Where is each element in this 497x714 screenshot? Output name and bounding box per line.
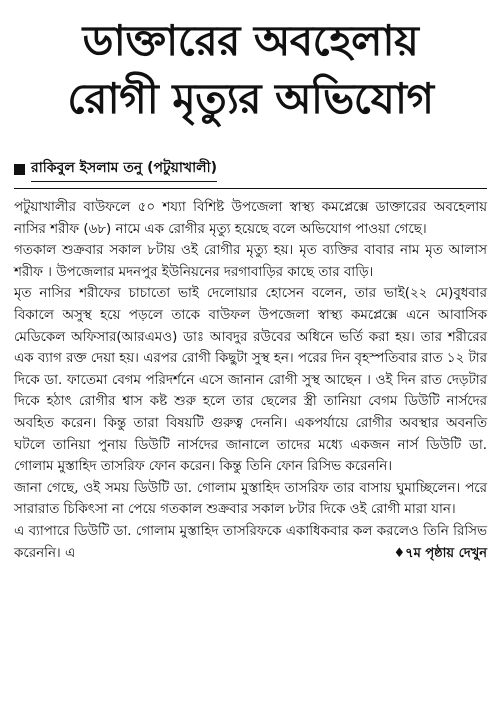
paragraph-2: গতকাল শুক্রবার সকাল ৮টায় ওই রোগীর মৃত্যু হয়। মৃত ব্যক্তির বাবার নাম মৃত আলাস শরীফ । উপজেলার মদনপুর ইউনিয়নের দরগাবাড়ির কাছে তার বাড়ি।	[14, 243, 487, 280]
headline	[14, 12, 487, 128]
byline-text: রাকিবুল ইসলাম তনু (পটুয়াখালী)	[31, 156, 217, 182]
paragraph-4: জানা গেছে, ওই সময় ডিউটি ডা. গোলাম মুস্তাহিদ তাসরিফ তার বাসায় ঘুমাচ্ছিলেন। পরে সারারাত চিকিৎসা না পেয়ে গতকাল শুক্রবার সকাল ৮টার দিকে ওই রোগী মারা যান।	[14, 480, 487, 518]
byline-square-icon	[14, 164, 25, 175]
headline-line-2: রোগী মৃত্যুর অভিযোগ	[67, 74, 434, 123]
headline-line-1: ডাক্তারের অবহেলায়	[82, 16, 419, 65]
paragraph-1: পটুয়াখালীর বাউফলে ৫০ শয্যা বিশিষ্ট উপজেলা স্বাস্থ্য কমপ্লেক্সে ডাক্তারের অবহেলায় নাসির শরীফ (৬৮) নামে এক রোগীর মৃত্যু হয়েছে বলে অভিযোগ পাওয়া গেছে।	[14, 200, 487, 237]
continued-on-page-link[interactable]: ♦৭ম পৃষ্ঠায় দেখুন	[393, 545, 487, 561]
paragraph-3: মৃত নাসির শরীফের চাচাতো ভাই দেলোয়ার হোসেন বলেন, তার ভাই(২২ মে)বুধবার বিকালে অসুস্থ হয়ে পড়লে তাকে বাউফল উপজেলা স্বাস্থ্য কমপ্লেক্সে এনে আবাসিক মেডিকেল অফিসার(আরএমও) ডাঃ আবদুর রউবের অধিনে ভর্তি করা হয়। তার শরীরের এক ব্যাগ রক্ত দেয়া হয়। এরপর রোগী কিছুটা সুস্থ হন। পরের দিন বৃহস্পতিবার রাত ১২ টার দিকে ডা. ফাতেমা বেগম পরিদর্শনে এসে জানান রোগী সুস্থ আছেন । ওই দিন রাত দেড়টার দিকে হঠাৎ রোগীর শ্বাস কষ্ট শুরু হলে তার ছেলের স্ত্রী তানিয়া বেগম ডিউটি নার্সদের অবহিত করেন। কিন্তু তারা বিষয়টি গুরুত্ব দেননি। একপর্যায়ে রোগীর অবস্থার অবনতি ঘটলে তানিয়া পুনায় ডিউটি নার্সদের জানালে তাদের মধ্যে একজন নার্স ডিউটি ডা. গোলাম মুস্তাহিদ তাসরিফ ফোন করেন। কিন্তু তিনি ফোন রিসিভ করেননি।	[14, 286, 487, 475]
byline-divider	[14, 188, 487, 189]
article-body	[14, 197, 487, 564]
final-paragraph-text: এ ব্যাপারে ডিউটি ডা. গোলাম মুস্তাহিদ তাসরিফকে একাধিকবার কল করলেও তিনি রিসিভ করেননি। এ	[14, 523, 487, 561]
byline	[14, 156, 487, 186]
paragraph-5	[14, 521, 487, 564]
